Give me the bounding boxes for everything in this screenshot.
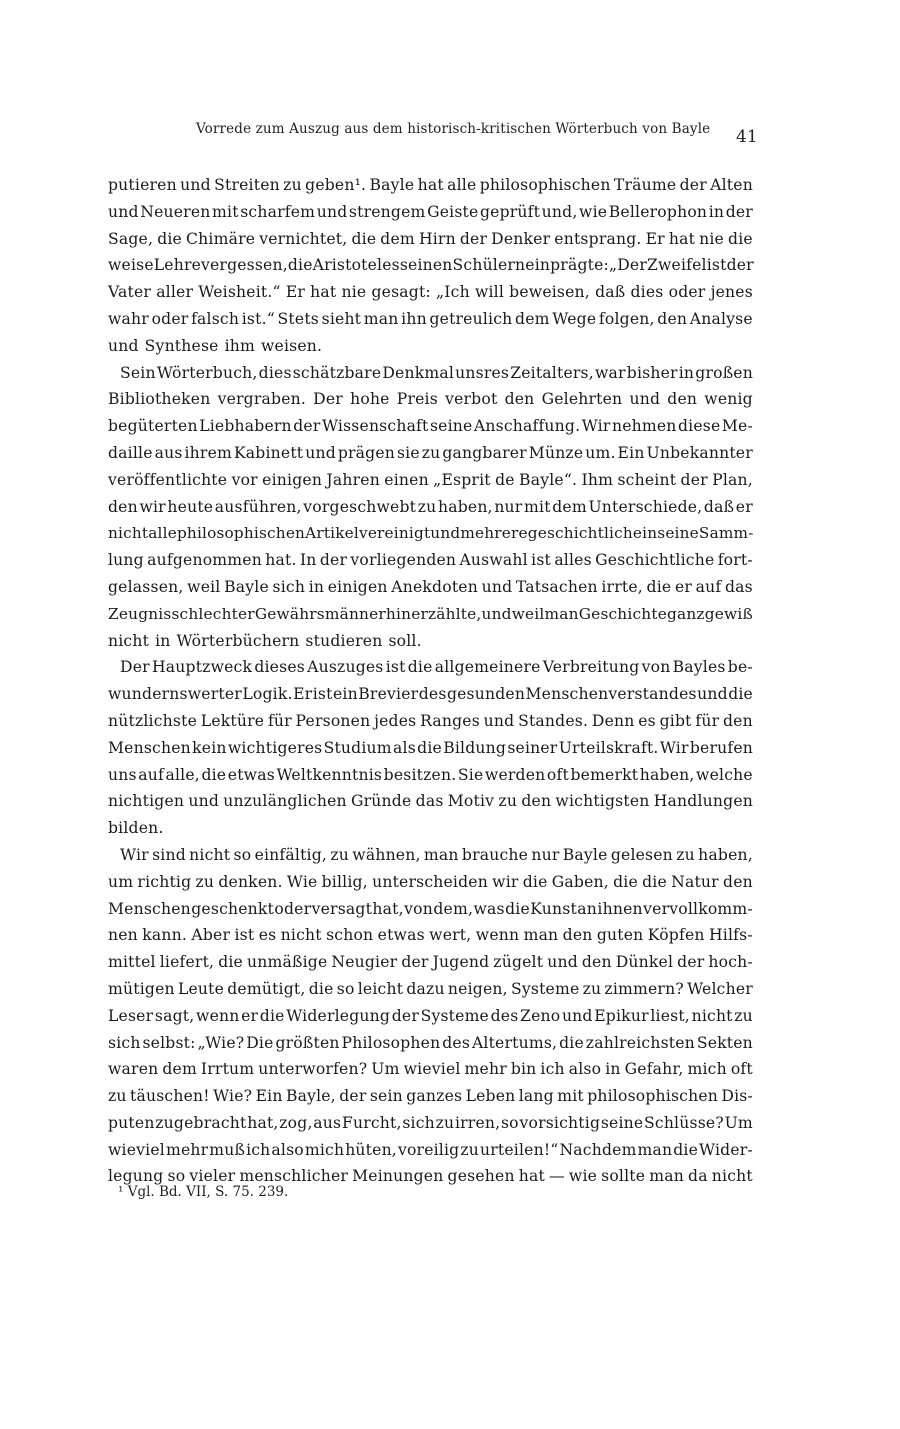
text-line: bilden.	[108, 819, 164, 838]
text-line: nen kann. Aber ist es nicht schon etwas wert, wenn man den guten Köpfen Hilfs-	[108, 926, 753, 945]
text-line: sich selbst: „Wie? Die größten Philosophen des Altertums, die zahlreichsten Sekten	[108, 1033, 753, 1052]
text-line: putieren und Streiten zu geben¹. Bayle hat alle philosophischen Träume der Alten	[108, 176, 753, 194]
text-line: Der Hauptzweck dieses Auszuges ist die allgemeinere Verbreitung von Bayles be-	[120, 658, 753, 677]
text-line: wahr oder falsch ist.“ Stets sieht man ihn getreulich dem Wege folgen, den Analyse	[108, 309, 753, 328]
page-number: 41	[736, 127, 758, 147]
text-line: wieviel mehr muß ich also mich hüten, voreilig zu urteilen!“ Nachdem man die Wider-	[108, 1140, 753, 1159]
text-line: veröffentlichte vor einigen Jahren einen „Esprit de Bayle“. Ihm scheint der Plan,	[108, 470, 753, 489]
text-line: Sein Wörterbuch, dies schätzbare Denkmal unsres Zeitalters, war bisher in großen	[120, 363, 753, 382]
text-line: zu täuschen! Wie? Ein Bayle, der sein ganzes Leben lang mit philosophischen Dis-	[108, 1087, 753, 1106]
text-line: den wir heute ausführen, vorgeschwebt zu haben, nur mit dem Unterschiede, daß er	[108, 497, 753, 516]
text-line: nicht in Wörterbüchern studieren soll.	[108, 631, 422, 650]
text-line: nicht alle philosophischen Artikel vereinigt und mehrere geschichtliche in seine Samm-	[108, 524, 754, 543]
text-line: uns auf alle, die etwas Weltkenntnis besitzen. Sie werden oft bemerkt haben, welche	[108, 765, 753, 784]
text-line: gelassen, weil Bayle sich in einigen Anekdoten und Tatsachen irrte, die er auf das	[108, 577, 753, 596]
text-line: Menschen geschenkt oder versagt hat, von dem, was die Kunst an ihnen vervollkomm-	[108, 899, 753, 918]
footnote: ¹ Vgl. Bd. VII, S. 75. 239.	[118, 1184, 289, 1200]
text-line: und Neueren mit scharfem und strengem Geiste geprüft und, wie Bellerophon in der	[108, 202, 753, 221]
text-line: mütigen Leute demütigt, die so leicht dazu neigen, Systeme zu zimmern? Welcher	[108, 979, 753, 998]
text-line: Leser sagt, wenn er die Widerlegung der Systeme des Zeno und Epikur liest, nicht zu	[108, 1006, 753, 1025]
text-line: Vater aller Weisheit.“ Er hat nie gesagt: „Ich will beweisen, daß dies oder jenes	[108, 283, 753, 302]
text-line: nützlichste Lektüre für Personen jedes Ranges und Standes. Denn es gibt für den	[108, 711, 753, 730]
text-line: Zeugnis schlechter Gewährsmänner hin erzählte, und weil man Geschichte ganz gewiß	[108, 604, 753, 623]
text-line: nichtigen und unzulänglichen Gründe das Motiv zu den wichtigsten Handlungen	[108, 792, 753, 811]
text-line: Wir sind nicht so einfältig, zu wähnen, man brauche nur Bayle gelesen zu haben,	[120, 845, 753, 864]
running-head: Vorrede zum Auszug aus dem historisch-kritischen Wörterbuch von Bayle	[196, 121, 711, 137]
text-line: legung so vieler menschlicher Meinungen gesehen hat — wie sollte man da nicht	[108, 1167, 753, 1186]
body-text	[108, 172, 753, 1190]
text-line: waren dem Irrtum unterworfen? Um wieviel mehr bin ich also in Gefahr, mich oft	[108, 1060, 753, 1079]
text-line: Bibliotheken vergraben. Der hohe Preis verbot den Gelehrten und den wenig	[108, 390, 753, 409]
text-line: wundernswerter Logik. Er ist ein Brevier des gesunden Menschenverstandes und die	[108, 685, 753, 704]
text-line: daille aus ihrem Kabinett und prägen sie zu gangbarer Münze um. Ein Unbekannter	[108, 443, 753, 462]
text-line: mittel liefert, die unmäßige Neugier der Jugend zügelt und den Dünkel der hoch-	[108, 953, 753, 972]
text-line: Sage, die Chimäre vernichtet, die dem Hirn der Denker entsprang. Er hat nie die	[108, 229, 753, 248]
text-line: und Synthese ihm weisen.	[108, 336, 323, 355]
text-line: weise Lehre vergessen, die Aristoteles seinen Schülern einprägte: „Der Zweifel ist der	[108, 256, 754, 275]
text-line: Menschen kein wichtigeres Studium als die Bildung seiner Urteilskraft. Wir berufen	[108, 738, 753, 757]
text-line: um richtig zu denken. Wie billig, unterscheiden wir die Gaben, die die Natur den	[108, 872, 753, 891]
text-line: lung aufgenommen hat. In der vorliegenden Auswahl ist alles Geschichtliche fort-	[108, 551, 753, 570]
text-line: puten zugebracht hat, zog, aus Furcht, sich zu irren, so vorsichtig seine Schlüsse? Um	[108, 1113, 753, 1132]
text-line: begüterten Liebhabern der Wissenschaft seine Anschaffung. Wir nehmen diese Me-	[108, 417, 753, 436]
